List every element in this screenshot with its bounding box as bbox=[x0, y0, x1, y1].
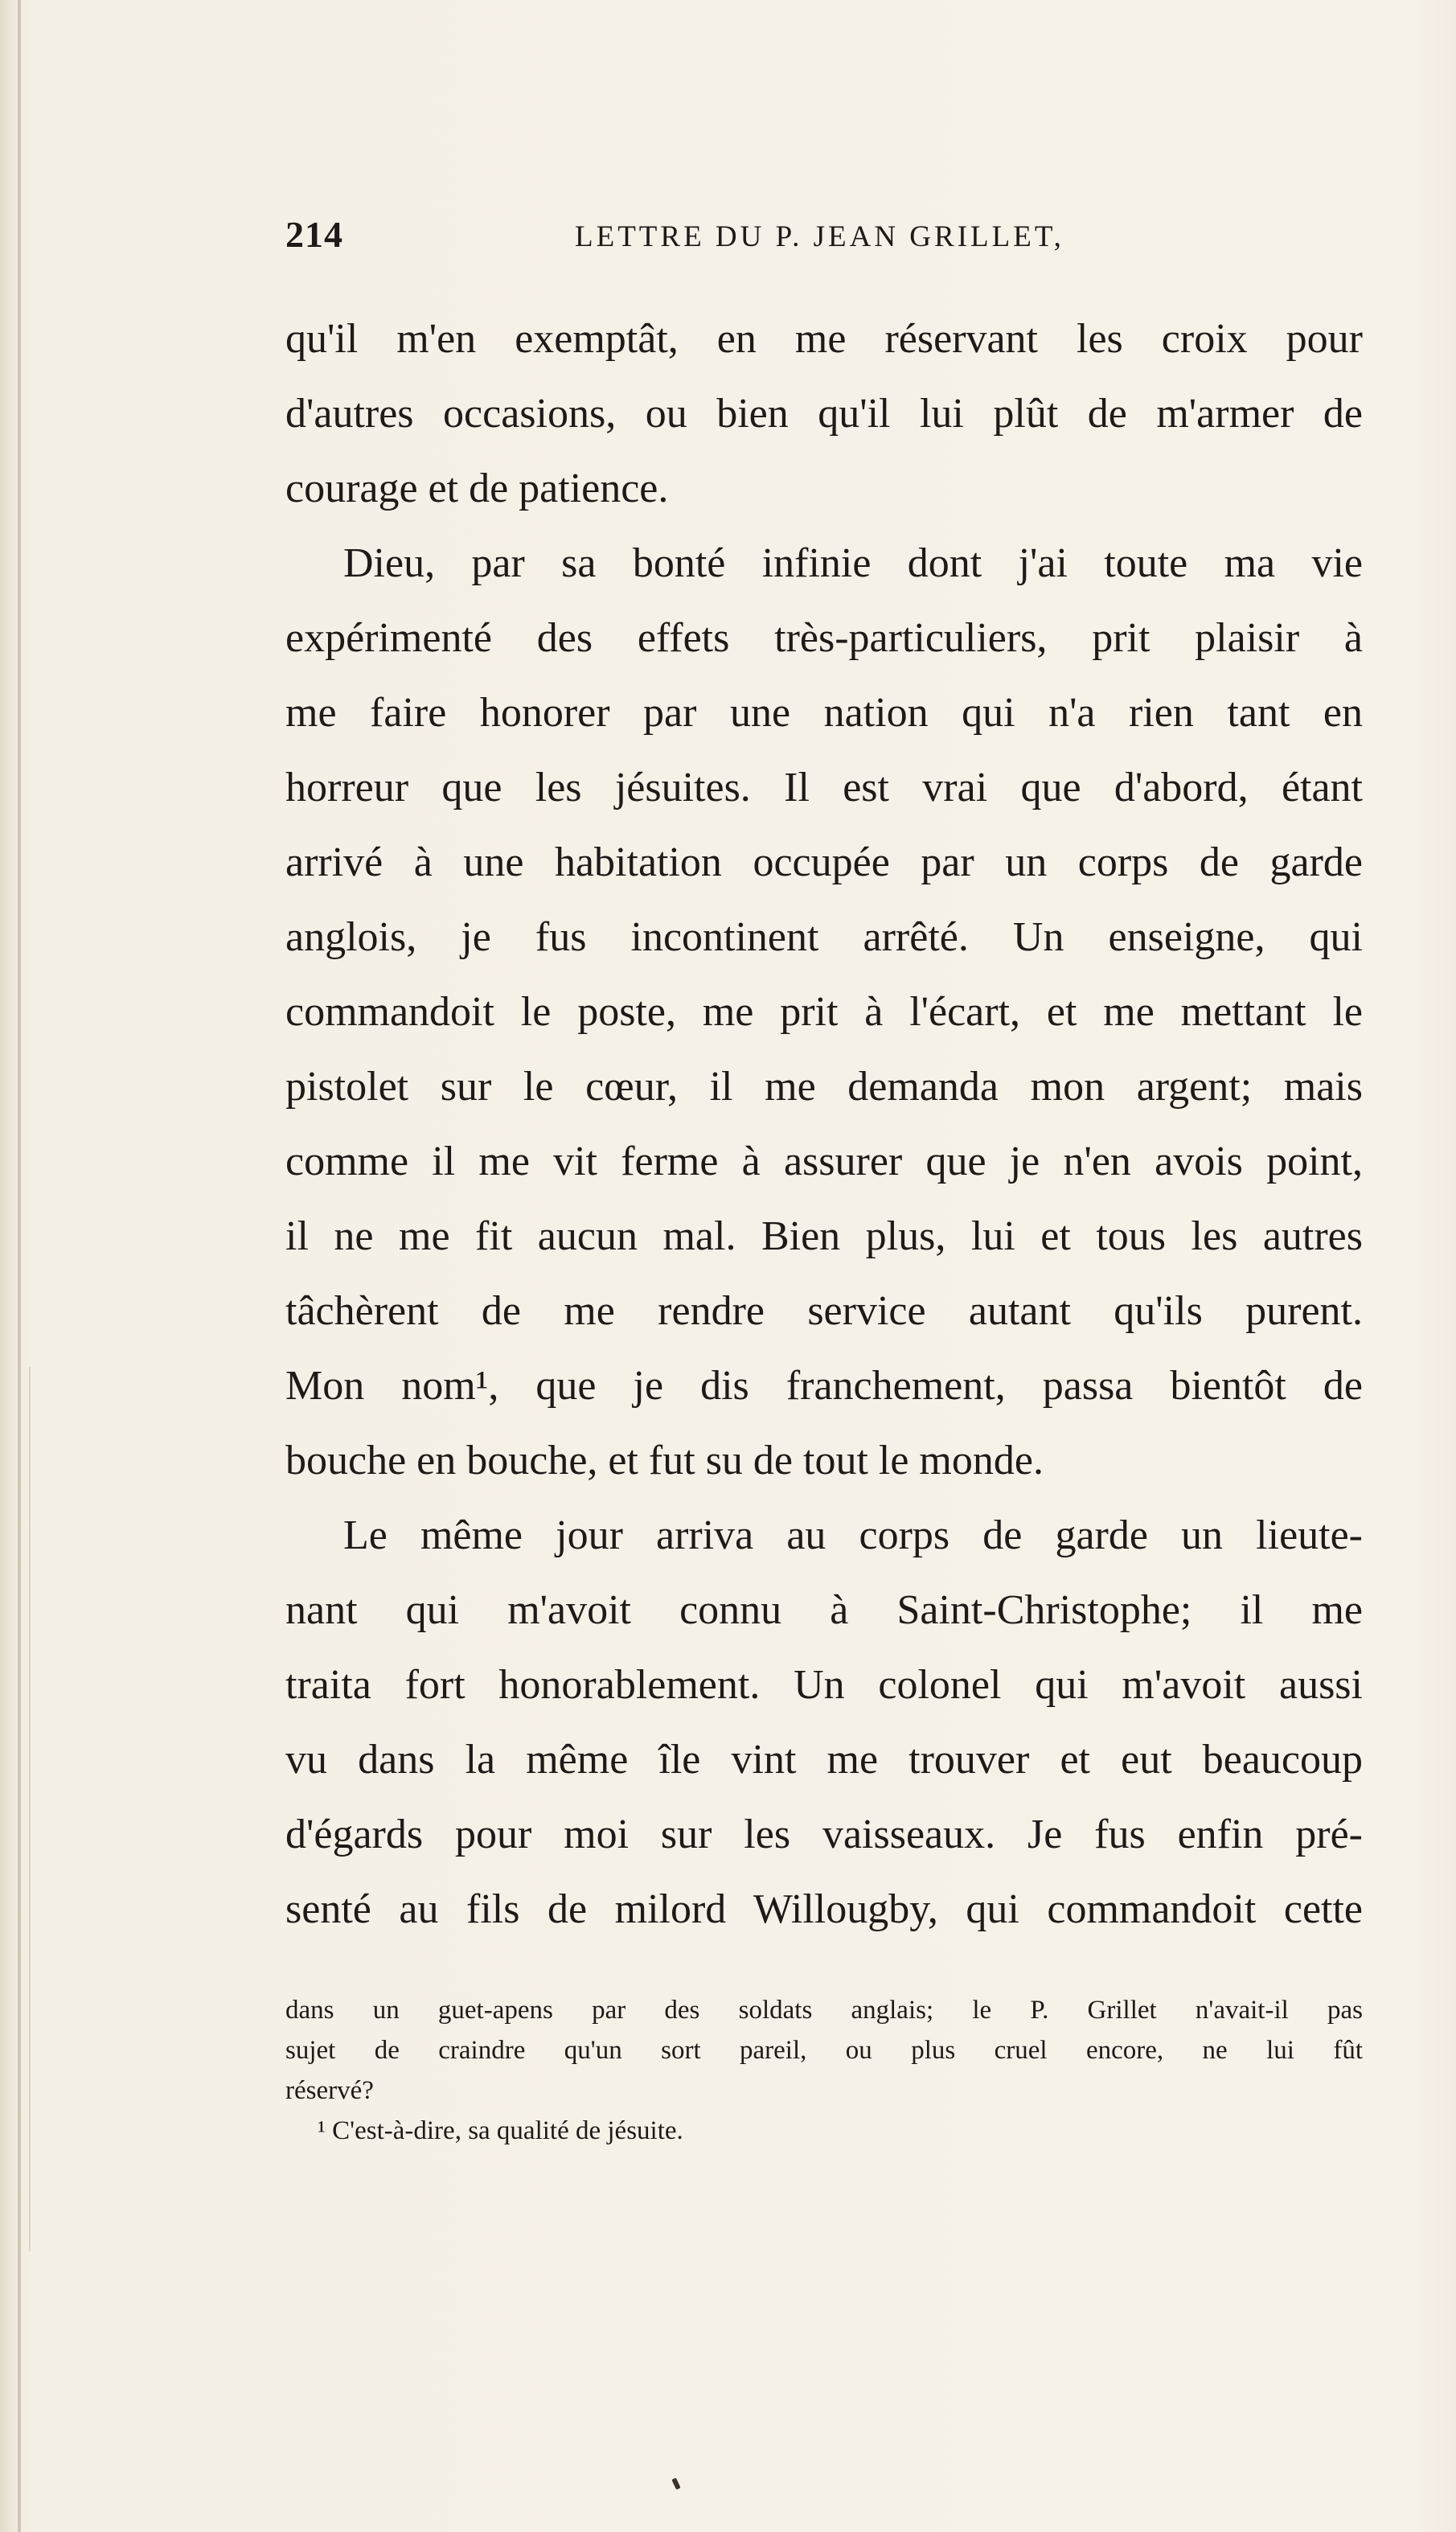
text-line: vu dans la même île vint me trouver et eut beaucoup bbox=[285, 1737, 1363, 1783]
page-number: 214 bbox=[285, 214, 343, 255]
text-line: Dieu, par sa bonté infinie dont j'ai toute ma vie bbox=[343, 540, 1363, 586]
text-line: horreur que les jésuites. Il est vrai que d'abord, étant bbox=[285, 765, 1363, 810]
footnote-line: réservé? bbox=[285, 2076, 374, 2105]
page-gutter-edge bbox=[18, 0, 21, 2532]
text-line: Mon nom¹, que je dis franchement, passa bientôt de bbox=[285, 1363, 1363, 1409]
text-line: arrivé à une habitation occupée par un corps de garde bbox=[285, 839, 1363, 885]
running-head: LETTRE DU P. JEAN GRILLET, bbox=[575, 220, 1064, 253]
text-line: bouche en bouche, et fut su de tout le monde. bbox=[285, 1438, 1044, 1483]
text-line: senté au fils de milord Willougby, qui commandoit cette bbox=[285, 1886, 1363, 1932]
text-line: expérimenté des effets très-particuliers, prit plaisir à bbox=[285, 615, 1363, 661]
text-line: il ne me fit aucun mal. Bien plus, lui et tous les autres bbox=[285, 1213, 1363, 1259]
footnotes bbox=[285, 1990, 1363, 2151]
text-line: pistolet sur le cœur, il me demanda mon argent; mais bbox=[285, 1064, 1363, 1110]
text-line: comme il me vit ferme à assurer que je n'en avois point, bbox=[285, 1139, 1363, 1184]
body-text bbox=[285, 302, 1363, 1947]
text-line: courage et de patience. bbox=[285, 466, 669, 511]
page-gutter-shadow bbox=[29, 1367, 31, 2251]
text-line: commandoit le poste, me prit à l'écart, et me mettant le bbox=[285, 989, 1363, 1035]
text-line: d'égards pour moi sur les vaisseaux. Je fus enfin pré- bbox=[285, 1812, 1363, 1857]
footnote-1: ¹ C'est-à-dire, sa qualité de jésuite. bbox=[318, 2116, 683, 2145]
text-line: tâchèrent de me rendre service autant qu'ils purent. bbox=[285, 1288, 1363, 1334]
text-line: me faire honorer par une nation qui n'a rien tant en bbox=[285, 690, 1363, 736]
text-line: Le même jour arriva au corps de garde un lieute- bbox=[343, 1512, 1363, 1558]
text-line: d'autres occasions, ou bien qu'il lui plût de m'armer de bbox=[285, 391, 1363, 437]
text-line: traita fort honorablement. Un colonel qui m'avoit aussi bbox=[285, 1662, 1363, 1708]
footnote-line: dans un guet-apens par des soldats anglais; le P. Grillet n'avait-il pas bbox=[285, 1996, 1363, 2025]
text-line: anglois, je fus incontinent arrêté. Un enseigne, qui bbox=[285, 914, 1363, 960]
footnote-line: sujet de craindre qu'un sort pareil, ou plus cruel encore, ne lui fût bbox=[285, 2036, 1363, 2065]
ink-mark bbox=[671, 2477, 680, 2489]
text-line: nant qui m'avoit connu à Saint-Christophe; il me bbox=[285, 1587, 1363, 1633]
text-line: qu'il m'en exemptât, en me réservant les croix pour bbox=[285, 316, 1363, 362]
page-header bbox=[285, 213, 1371, 269]
